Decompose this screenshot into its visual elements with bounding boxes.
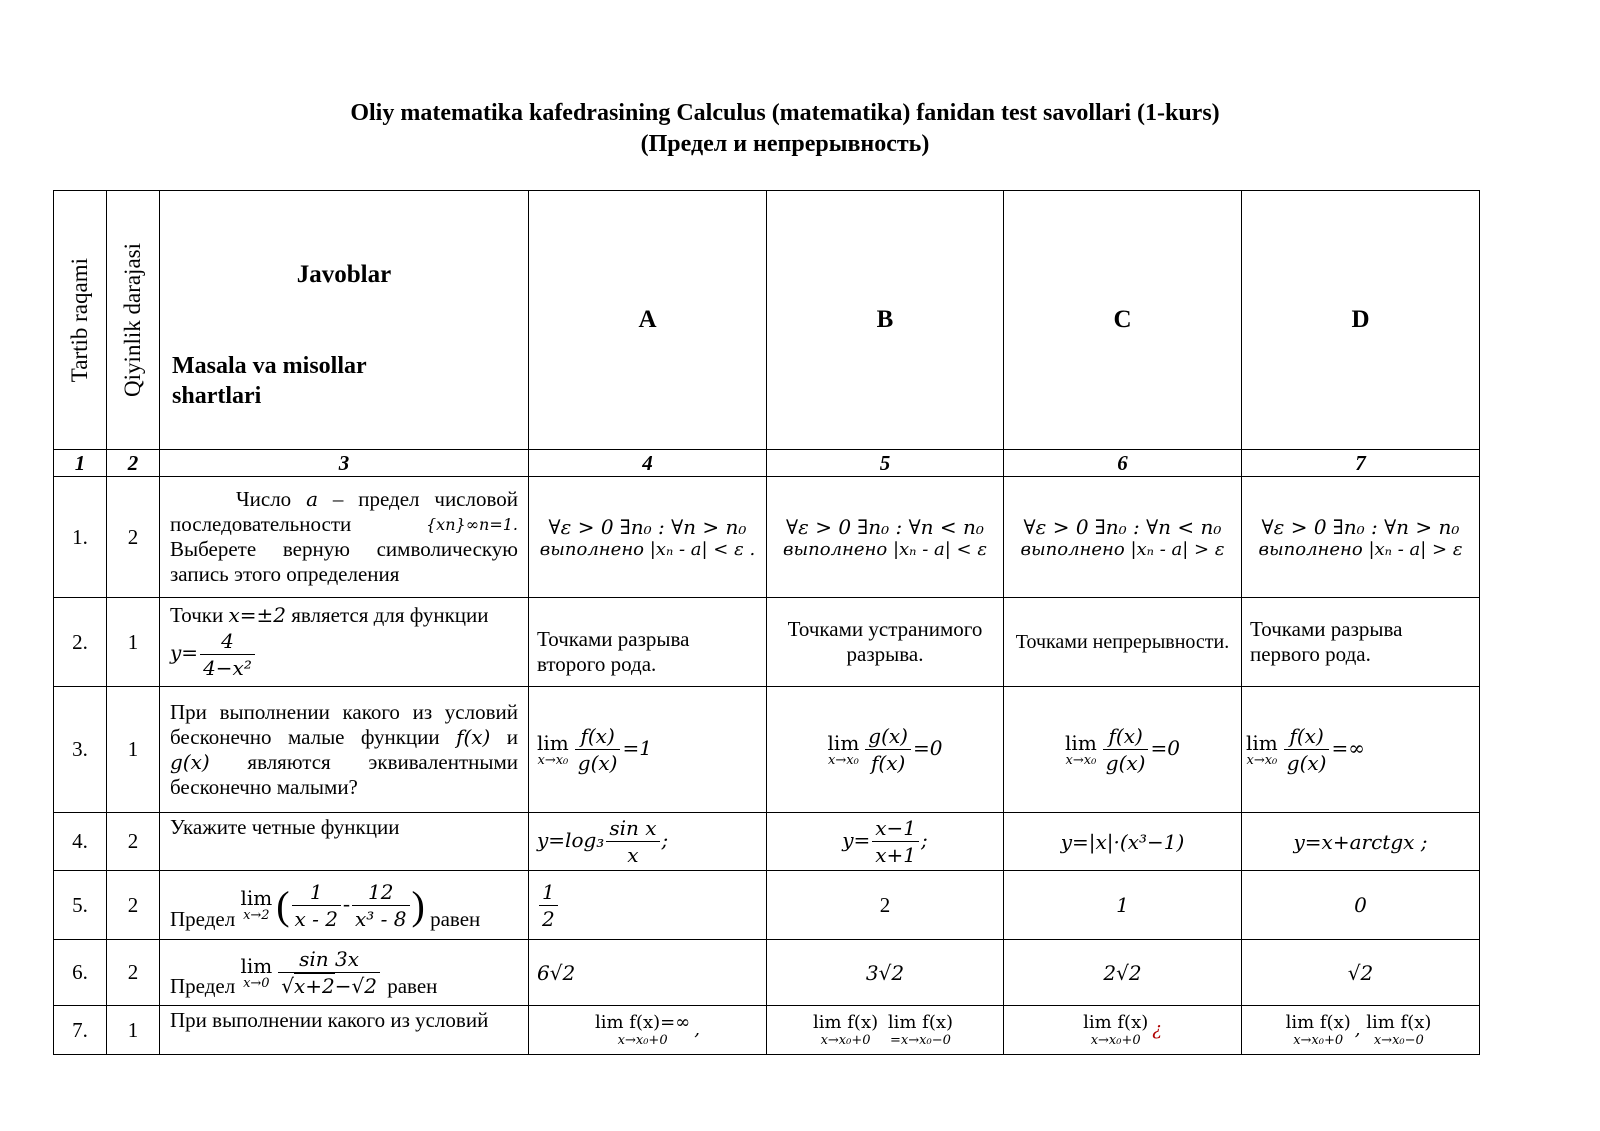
answer-a[interactable]: lim f(x)=∞ x→x₀+0 , — [529, 1006, 767, 1055]
table-row — [54, 813, 1480, 871]
answer-d[interactable]: ∀ε > 0 ∃n₀ : ∀n > n₀ выполнено |xₙ - a| > ε — [1242, 477, 1480, 598]
answer-b[interactable]: y= $\frac{x-1}{x+1}$ ; — [767, 813, 1004, 871]
col-num: 7 — [1242, 450, 1480, 477]
answer-c[interactable]: lim f(x) x→x₀+0 ¿ — [1004, 1006, 1242, 1055]
answer-a[interactable]: Точками разрыва второго рода. — [529, 598, 767, 687]
table-row — [54, 871, 1480, 940]
row-level: 2 — [107, 871, 160, 940]
header-d: D — [1242, 191, 1480, 450]
row-number: 6. — [54, 940, 107, 1006]
table-row — [54, 687, 1480, 813]
row-number: 1. — [54, 477, 107, 598]
answer-b[interactable]: 3√2 — [767, 940, 1004, 1006]
answer-c[interactable]: 2√2 — [1004, 940, 1242, 1006]
header-a: A — [529, 191, 767, 450]
col-num: 6 — [1004, 450, 1242, 477]
document-title: Oliy matematika kafedrasining Calculus (matematika) fanidan test savollari (1-kurs) — [350, 100, 1220, 126]
question-cell: При выполнении какого из условий бесконечно малые функции f(x) и g(x) являются эквивалентными бесконечно малыми? — [160, 687, 529, 813]
column-number-row — [54, 450, 1480, 477]
answer-b[interactable]: ∀ε > 0 ∃n₀ : ∀n < n₀ выполнено |xₙ - a| < ε — [767, 477, 1004, 598]
table-row — [54, 1006, 1480, 1055]
row-number: 5. — [54, 871, 107, 940]
header-tartib: Tartib raqami — [54, 191, 107, 450]
row-number: 4. — [54, 813, 107, 871]
header-row — [54, 191, 1480, 450]
col-num: 3 — [160, 450, 529, 477]
row-level: 2 — [107, 940, 160, 1006]
answer-a[interactable]: $\frac{1}{2}$ — [529, 871, 767, 940]
row-number: 2. — [54, 598, 107, 687]
answer-b[interactable]: 2 — [767, 871, 1004, 940]
header-qiyinlik: Qiyinlik darajasi — [107, 191, 160, 450]
col-num: 1 — [54, 450, 107, 477]
answer-d[interactable]: y=x+arctgx ; — [1242, 813, 1480, 871]
answer-a[interactable]: ∀ε > 0 ∃n₀ : ∀n > n₀ выполнено |xₙ - a| < ε . — [529, 477, 767, 598]
answer-b[interactable]: Точками устранимого разрыва. — [767, 598, 1004, 687]
row-number: 7. — [54, 1006, 107, 1055]
table-row — [54, 598, 1480, 687]
answer-c[interactable]: Точками непрерывности. — [1004, 598, 1242, 687]
answer-a[interactable]: y=log₃ $\frac{\text{sin x}}{x}$ ; — [529, 813, 767, 871]
answer-b[interactable]: lim f(x) x→x₀+0 lim f(x) =x→x₀−0 — [767, 1006, 1004, 1055]
question-cell: Число a – предел числовой последовательности {xn}∞n=1. Выберете верную символическую запись этого определения — [160, 477, 529, 598]
table-row — [54, 940, 1480, 1006]
col-num: 2 — [107, 450, 160, 477]
header-javoblar: Javoblar — [296, 261, 392, 288]
answer-c[interactable]: 1 — [1004, 871, 1242, 940]
header-c: C — [1004, 191, 1242, 450]
answer-d[interactable]: lim f(x) x→x₀+0 , lim f(x) x→x₀−0 — [1242, 1006, 1480, 1055]
answer-a[interactable]: 6√2 — [529, 940, 767, 1006]
question-cell: Предел lim x→0 $\frac{\sin 3x}{√x+2-√2}$ равен — [160, 940, 529, 1006]
table-row — [54, 477, 1480, 598]
question-cell: Укажите четные функции — [160, 813, 529, 871]
answer-c[interactable]: y=|x|·(x³−1) — [1004, 813, 1242, 871]
test-table — [53, 190, 1480, 1055]
answer-c[interactable]: ∀ε > 0 ∃n₀ : ∀n < n₀ выполнено |xₙ - a| > ε — [1004, 477, 1242, 598]
question-cell: При выполнении какого из условий — [160, 1006, 529, 1055]
row-level: 1 — [107, 687, 160, 813]
header-masala — [160, 191, 529, 450]
header-masala-label: Masala va misollar shartlari — [172, 353, 367, 409]
answer-a[interactable]: lim x→x₀ $\frac{f(x)}{g(x)}$ =1 — [529, 687, 767, 813]
answer-b[interactable]: lim x→x₀ $\frac{g(x)}{f(x)}$ =0 — [767, 687, 1004, 813]
col-num: 4 — [529, 450, 767, 477]
header-b: B — [767, 191, 1004, 450]
answer-d[interactable]: 0 — [1242, 871, 1480, 940]
row-number: 3. — [54, 687, 107, 813]
row-level: 2 — [107, 813, 160, 871]
answer-d[interactable]: Точками разрыва первого рода. — [1242, 598, 1480, 687]
document-subtitle: (Предел и непрерывность) — [640, 131, 930, 157]
question-cell: Предел lim x→2 ( $\frac{1}{x - 2}$ - $\frac{12}{\text{x³ - 8}}$ ) равен — [160, 871, 529, 940]
row-level: 1 — [107, 598, 160, 687]
answer-d[interactable]: √2 — [1242, 940, 1480, 1006]
col-num: 5 — [767, 450, 1004, 477]
row-level: 1 — [107, 1006, 160, 1055]
answer-c[interactable]: lim x→x₀ $\frac{f(x)}{g(x)}$ =0 — [1004, 687, 1242, 813]
question-cell: Точки x=±2 является для функции y= $\frac{4}{\text{4−x²}}$ — [160, 598, 529, 687]
row-level: 2 — [107, 477, 160, 598]
answer-d[interactable]: lim x→x₀ $\frac{f(x)}{g(x)}$ =∞ — [1242, 687, 1480, 813]
